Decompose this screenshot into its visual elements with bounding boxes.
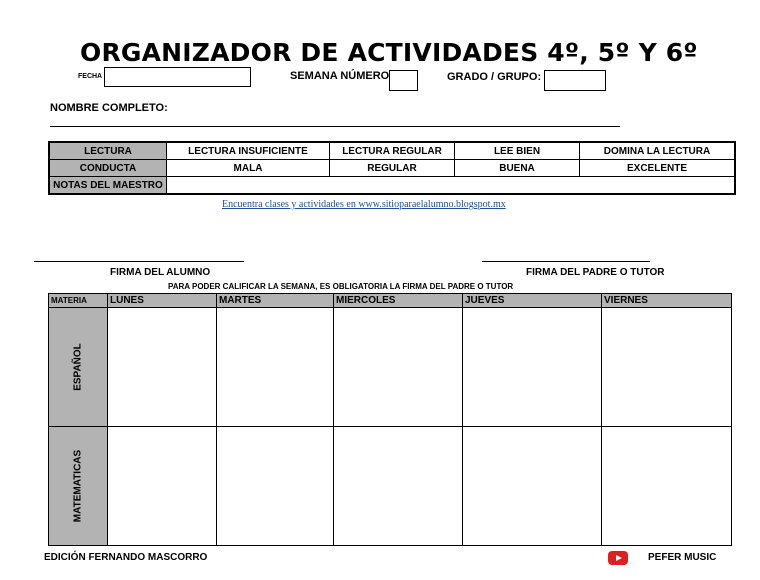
rubric-cell: BUENA <box>455 160 580 177</box>
rubric-head: LECTURA <box>49 142 167 160</box>
day-header: VIERNES <box>602 294 732 308</box>
activity-cell[interactable] <box>602 427 732 546</box>
subject-label: ESPAÑOL <box>72 343 84 391</box>
rubric-cell: REGULAR <box>330 160 455 177</box>
page-title: ORGANIZADOR DE ACTIVIDADES 4º, 5º Y 6º <box>80 38 698 67</box>
nombre-line[interactable] <box>50 126 620 127</box>
day-header: JUEVES <box>463 294 602 308</box>
firma-alumno-label: FIRMA DEL ALUMNO <box>110 267 211 278</box>
youtube-icon <box>608 551 628 565</box>
rubric-table <box>48 141 736 195</box>
rubric-head: CONDUCTA <box>49 160 167 177</box>
edition-credit: EDICIÓN FERNANDO MASCORRO <box>44 552 208 563</box>
firma-padre-line[interactable] <box>482 261 650 262</box>
grado-field[interactable] <box>544 70 606 91</box>
brand-label: PEFER MUSIC <box>648 552 717 563</box>
semana-field[interactable] <box>389 70 418 91</box>
notes-field[interactable] <box>167 177 736 195</box>
activity-cell[interactable] <box>334 427 463 546</box>
activity-cell[interactable] <box>463 308 602 427</box>
day-header: MIERCOLES <box>334 294 463 308</box>
fecha-label: FECHA <box>78 73 103 80</box>
rubric-cell: LEE BIEN <box>455 142 580 160</box>
day-header: LUNES <box>108 294 217 308</box>
nombre-label: NOMBRE COMPLETO: <box>50 102 168 114</box>
signature-notice: PARA PODER CALIFICAR LA SEMANA, ES OBLIGATORIA LA FIRMA DEL PADRE O TUTOR <box>168 282 514 291</box>
activity-cell[interactable] <box>602 308 732 427</box>
firma-alumno-line[interactable] <box>34 261 244 262</box>
rubric-head: NOTAS DEL MAESTRO <box>49 177 167 195</box>
activity-cell[interactable] <box>108 427 217 546</box>
subject-cell <box>49 308 108 427</box>
activity-cell[interactable] <box>463 427 602 546</box>
firma-padre-label: FIRMA DEL PADRE O TUTOR <box>526 267 665 278</box>
rubric-row-notas <box>49 177 735 195</box>
rubric-cell: LECTURA REGULAR <box>330 142 455 160</box>
rubric-cell: EXCELENTE <box>580 160 736 177</box>
rubric-row-conducta <box>49 160 735 177</box>
schedule-table <box>48 293 732 546</box>
subject-label: MATEMATICAS <box>72 449 84 523</box>
grado-label: GRADO / GRUPO: <box>447 71 542 83</box>
subject-row-espanol <box>49 308 732 427</box>
materia-header: MATERIA <box>49 294 108 308</box>
rubric-cell: MALA <box>167 160 330 177</box>
schedule-header-row <box>49 294 732 308</box>
rubric-cell: LECTURA INSUFICIENTE <box>167 142 330 160</box>
subject-row-matematicas <box>49 427 732 546</box>
activity-cell[interactable] <box>108 308 217 427</box>
activity-cell[interactable] <box>217 427 334 546</box>
semana-label: SEMANA NÚMERO <box>290 70 390 82</box>
fecha-field[interactable] <box>104 67 251 87</box>
rubric-row-lectura <box>49 142 735 160</box>
activity-cell[interactable] <box>217 308 334 427</box>
activity-cell[interactable] <box>334 308 463 427</box>
site-link[interactable]: Encuentra clases y actividades en www.sitioparaelalumno.blogspot.mx <box>222 199 506 210</box>
day-header: MARTES <box>217 294 334 308</box>
rubric-cell: DOMINA LA LECTURA <box>580 142 736 160</box>
subject-cell <box>49 427 108 546</box>
